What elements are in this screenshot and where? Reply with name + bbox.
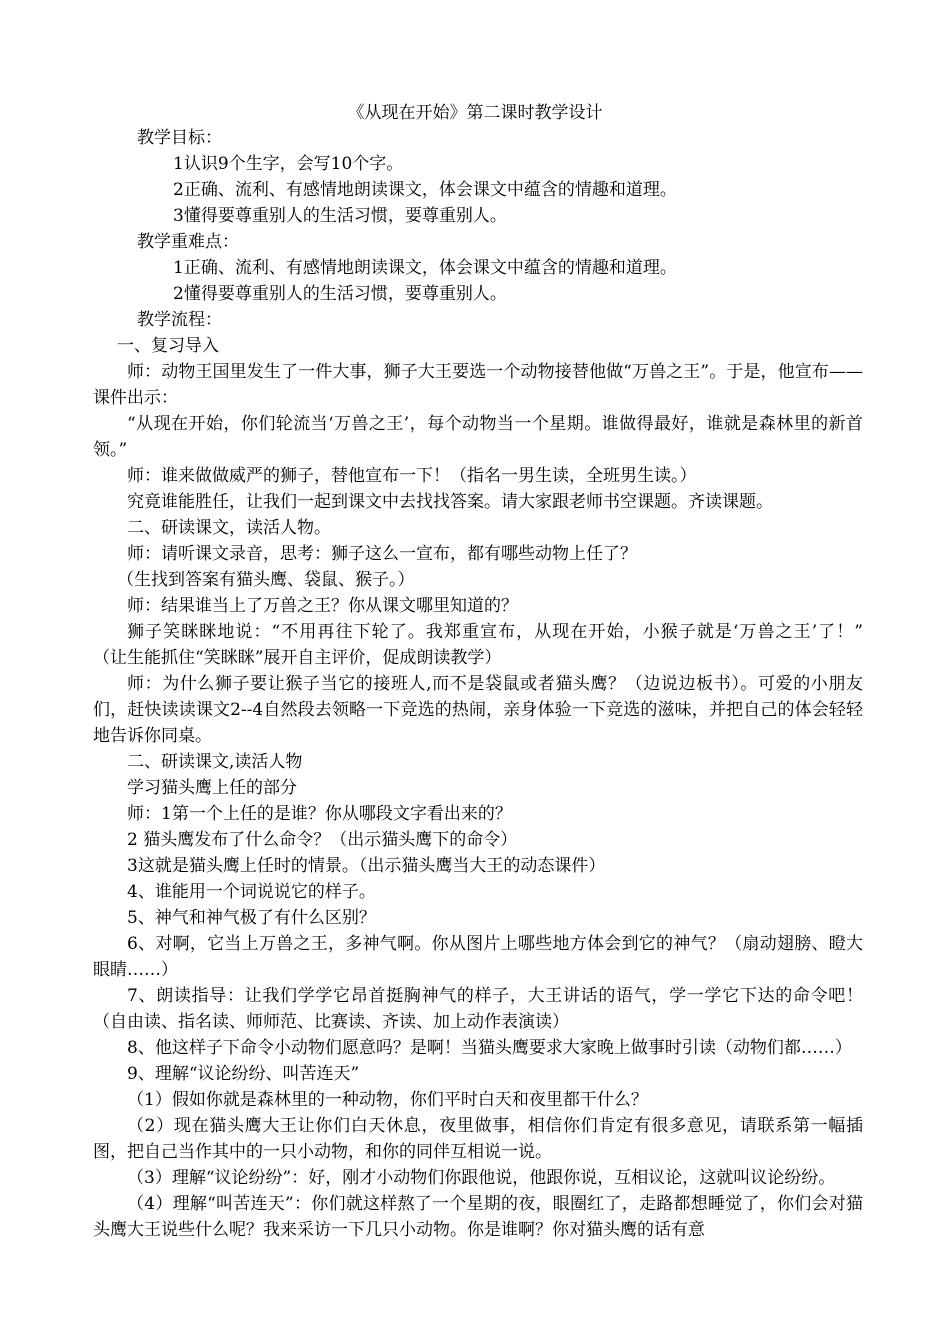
paragraph: 3懂得要尊重别人的生活习惯，要尊重别人。 [173, 206, 507, 226]
paragraph: 师：结果谁当上了万兽之王？你从课文哪里知道的？ [127, 596, 518, 616]
paragraph: 究竟谁能胜任，让我们一起到课文中去找找答案。请大家跟老师书空课题。齐读课题。 [127, 492, 773, 512]
paragraph: 1正确、流利、有感情地朗读课文，体会课文中蕴含的情趣和道理。 [173, 258, 677, 278]
paragraph: 3这就是猫头鹰上任时的情景。（出示猫头鹰当大王的动态课件） [127, 856, 606, 876]
paragraph: 教学流程： [137, 310, 222, 330]
paragraph: 师：请听课文录音，思考：狮子这么一宣布，都有哪些动物上任了？ [127, 544, 637, 564]
paragraph: 2懂得要尊重别人的生活习惯，要尊重别人。 [173, 284, 507, 304]
paragraph: （4）理解“叫苦连天”：你们就这样熬了一个星期的夜，眼圈红了，走路都想睡觉了，你们会对猫头鹰大王说些什么呢？我来采访一下几只小动物。你是谁啊？你对猫头鹰的话有意 [93, 1194, 863, 1240]
paragraph: 8、他这样子下命令小动物们愿意吗？是啊！当猫头鹰要求大家晚上做事时引读（动物们都……） [127, 1038, 852, 1058]
paragraph: （生找到答案有猫头鹰、袋鼠、猴子。） [117, 570, 415, 590]
paragraph: 二、研读课文，读活人物。 [127, 518, 331, 538]
paragraph: 学习猫头鹰上任的部分 [127, 778, 297, 798]
paragraph: 2 猫头鹰发布了什么命令？（出示猫头鹰下的命令） [127, 830, 518, 850]
paragraph: 二、研读课文,读活人物 [127, 752, 303, 772]
paragraph: 狮子笑眯眯地说：“不用再往下轮了。我郑重宣布，从现在开始，小猴子就是‘万兽之王’了！” （让生能抓住“笑眯眯”展开自主评价，促成朗读教学） [93, 622, 897, 668]
paragraph: 师：谁来做做威严的狮子，替他宣布一下！（指名一男生读，全班男生读。） [127, 466, 697, 486]
paragraph: 1认识9个生字，会写10个字。 [173, 154, 404, 174]
paragraph: 教学重难点： [137, 232, 239, 252]
document-title: 《从现在开始》第二课时教学设计 [347, 103, 603, 123]
paragraph: 6、对啊，它当上万兽之王，多神气啊。你从图片上哪些地方体会到它的神气？（扇动翅膀、瞪大眼睛……） [93, 934, 863, 980]
paragraph: 师：动物王国里发生了一件大事，狮子大王要选一个动物接替他做“万兽之王”。于是，他宣布——课件出示： [93, 362, 863, 408]
paragraph: （3）理解“议论纷纷”：好，刚才小动物们你跟他说，他跟你说，互相议论，这就叫议论纷纷。 [127, 1168, 836, 1188]
paragraph: 5、神气和神气极了有什么区别？ [127, 908, 376, 928]
paragraph: 师：1第一个上任的是谁？你从哪段文字看出来的？ [127, 804, 512, 824]
paragraph: 一、复习导入 [117, 336, 219, 356]
paragraph: 4、谁能用一个词说说它的样子。 [127, 882, 376, 902]
paragraph: 2正确、流利、有感情地朗读课文，体会课文中蕴含的情趣和道理。 [173, 180, 677, 200]
document-body [93, 125, 897, 1243]
paragraph: 7、朗读指导：让我们学学它昂首挺胸神气的样子，大王讲话的语气，学一学它下达的命令吧！（自由读、指名读、师师范、比赛读、齐读、加上动作表演读） [93, 986, 863, 1032]
paragraph: “从现在开始，你们轮流当‘万兽之王’，每个动物当一个星期。谁做得最好，谁就是森林里的新首领。” [93, 414, 863, 460]
paragraph: 师：为什么狮子要让猴子当它的接班人,而不是袋鼠或者猫头鹰？（边说边板书）。可爱的小朋友们，赶快读读课文2--4自然段去领略一下竞选的热闹，亲身体验一下竞选的滋味，并把自己的体会轻轻地告诉你同桌。 [93, 674, 863, 746]
paragraph: 9、理解“议论纷纷、叫苦连天” [127, 1064, 360, 1084]
paragraph: （2）现在猫头鹰大王让你们白天休息，夜里做事，相信你们肯定有很多意见，请联系第一幅插图，把自己当作其中的一只小动物，和你的同伴互相说一说。 [93, 1116, 863, 1162]
paragraph: 教学目标： [137, 128, 222, 148]
paragraph: （1）假如你就是森林里的一种动物，你们平时白天和夜里都干什么？ [127, 1090, 648, 1110]
